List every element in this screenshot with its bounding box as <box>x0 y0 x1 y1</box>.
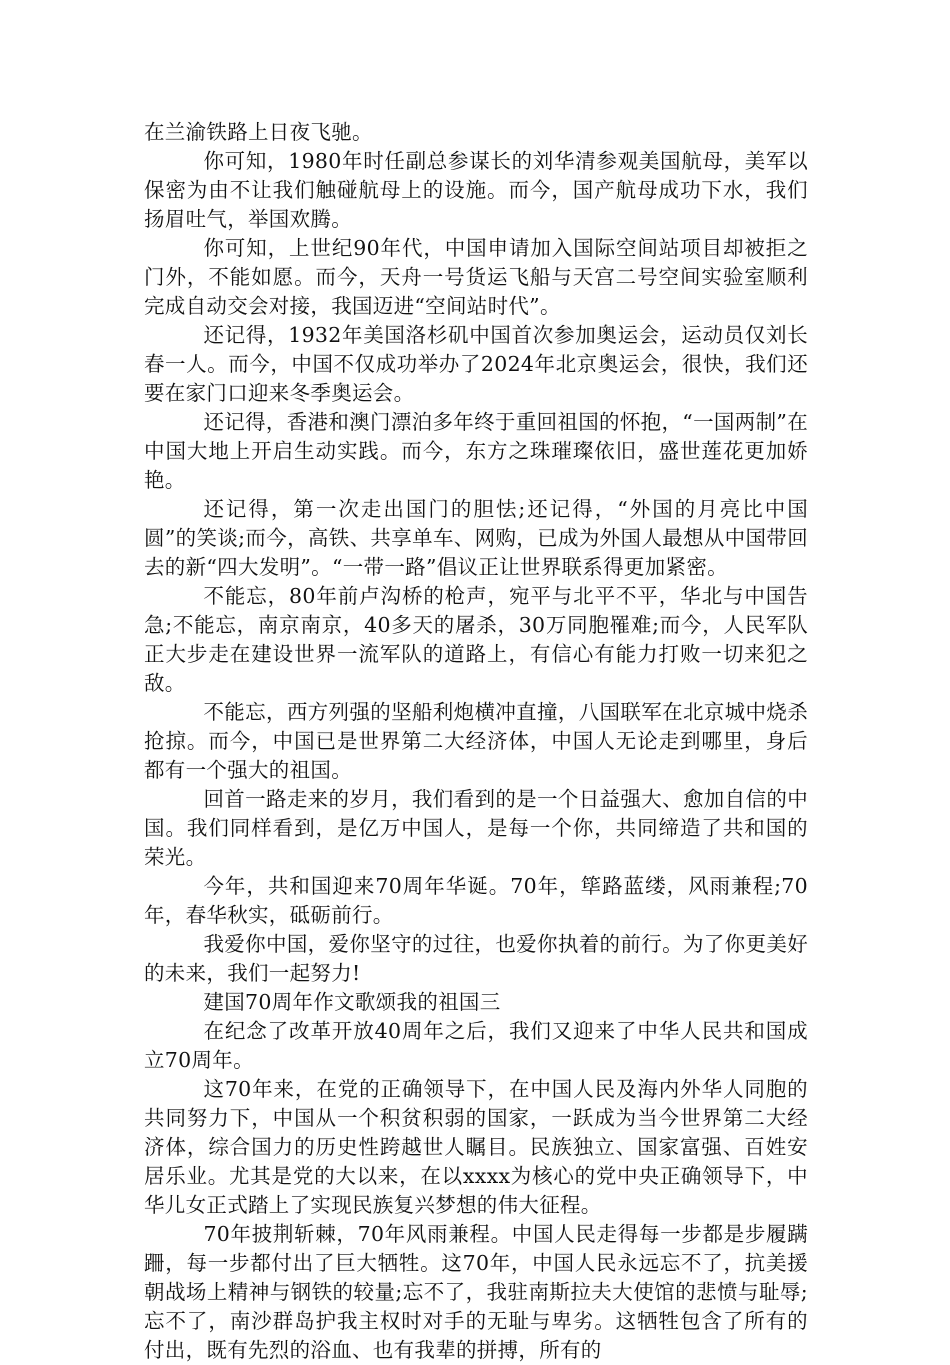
paragraph-9: 回首一路走来的岁月，我们看到的是一个日益强大、愈加自信的中国。我们同样看到，是亿万中国人，是每一个你，共同缔造了共和国的荣光。 <box>144 787 808 869</box>
paragraph-3: 你可知，上世纪90年代，中国申请加入国际空间站项目却被拒之门外，不能如愿。而今，天舟一号货运飞船与天宫二号空间实验室顺利完成自动交会对接，我国迈进“空间站时代”。 <box>144 236 808 318</box>
paragraph-10: 今年，共和国迎来70周年华诞。70年，筚路蓝缕，风雨兼程;70年，春华秋实，砥砺前行。 <box>144 874 808 927</box>
paragraph-13: 在纪念了改革开放40周年之后，我们又迎来了中华人民共和国成立70周年。 <box>144 1019 808 1072</box>
paragraph-6: 还记得，第一次走出国门的胆怯;还记得，“外国的月亮比中国圆”的笑谈;而今，高铁、共享单车、网购，已成为外国人最想从中国带回去的新“四大发明”。“一带一路”倡议正让世界联系得更加紧密。 <box>144 497 808 579</box>
paragraph-4: 还记得，1932年美国洛杉矶中国首次参加奥运会，运动员仅刘长春一人。而今，中国不仅成功举办了2024年北京奥运会，很快，我们还要在家门口迎来冬季奥运会。 <box>144 323 808 405</box>
paragraph-5: 还记得，香港和澳门漂泊多年终于重回祖国的怀抱，“一国两制”在中国大地上开启生动实践。而今，东方之珠璀璨依旧，盛世莲花更加娇艳。 <box>144 410 808 492</box>
paragraph-2: 你可知，1980年时任副总参谋长的刘华清参观美国航母，美军以保密为由不让我们触碰航母上的设施。而今，国产航母成功下水，我们扬眉吐气，举国欢腾。 <box>144 149 808 231</box>
paragraph-7: 不能忘，80年前卢沟桥的枪声，宛平与北平不平，华北与中国告急;不能忘，南京南京，40多天的屠杀，30万同胞罹难;而今，人民军队正大步走在建设世界一流军队的道路上，有信心有能力打败一切来犯之敌。 <box>144 584 808 695</box>
paragraph-14: 这70年来，在党的正确领导下，在中国人民及海内外华人同胞的共同努力下，中国从一个积贫积弱的国家，一跃成为当今世界第二大经济体，综合国力的历史性跨越世人瞩目。民族独立、国家富强、百姓安居乐业。尤其是党的大以来，在以xxxx为核心的党中央正确领导下，中华儿女正式踏上了实现民族复兴梦想的伟大征程。 <box>144 1077 808 1217</box>
paragraph-11: 我爱你中国，爱你坚守的过往，也爱你执着的前行。为了你更美好的未来，我们一起努力! <box>144 932 808 985</box>
paragraph-8: 不能忘，西方列强的坚船利炮横冲直撞，八国联军在北京城中烧杀抢掠。而今，中国已是世界第二大经济体，中国人无论走到哪里，身后都有一个强大的祖国。 <box>144 700 808 782</box>
document-body <box>144 118 808 1365</box>
paragraph-1: 在兰渝铁路上日夜飞驰。 <box>144 120 373 144</box>
section-heading: 建国70周年作文歌颂我的祖国三 <box>203 990 501 1014</box>
paragraph-15: 70年披荆斩棘，70年风雨兼程。中国人民走得每一步都是步履蹒跚，每一步都付出了巨大牺牲。这70年，中国人民永远忘不了，抗美援朝战场上精神与钢铁的较量;忘不了，我驻南斯拉夫大使馆的悲愤与耻辱;忘不了，南沙群岛护我主权时对手的无耻与卑劣。这牺牲包含了所有的付出，既有先烈的浴血、也有我辈的拼搏，所有的 <box>144 1222 808 1362</box>
